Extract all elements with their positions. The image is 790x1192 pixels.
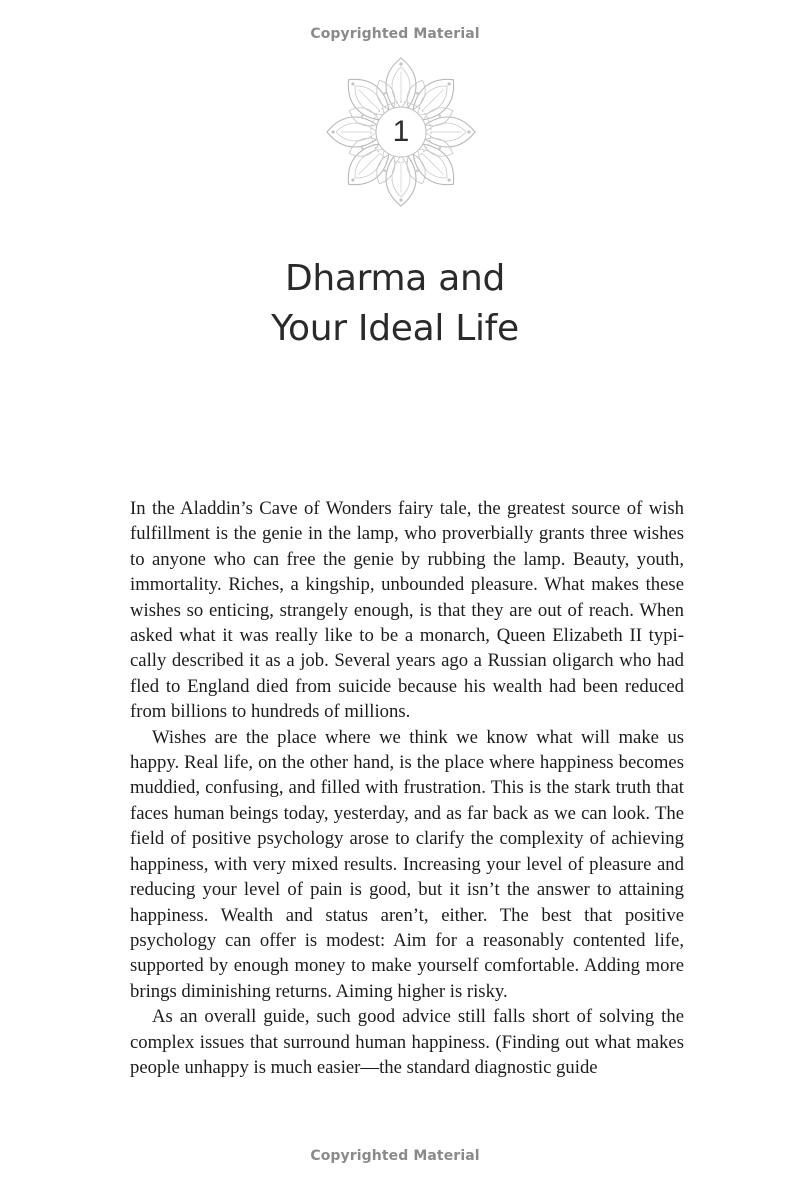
- chapter-number: 1: [392, 115, 410, 148]
- copyright-watermark-top: Copyrighted Material: [310, 26, 480, 42]
- paragraph: In the Aladdin’s Cave of Wonders fairy tale, the greatest source of wish fulfillment is the genie in the lamp, who proverbially grants three wishes to anyone who can free the genie by rubbing the lamp. Beauty, youth, immortality. Riches, a kingship, unbounded pleasure. What makes these wishes so enticing, strangely enough, is that they are out of reach. When asked what it was really like to be a monarch, Queen Elizabeth II typically described it as a job. Several years ago a Russian oligarch who had fled to England died from suicide because his wealth had been reduced from billions to hundreds of millions.: [130, 498, 684, 723]
- paragraph: As an overall guide, such good advice still falls short of solving the complex issues that surround human happiness. (Finding out what makes people unhappy is much easier—the standard diagnostic guide: [130, 1006, 684, 1078]
- paragraph: Wishes are the place where we think we know what will make us happy. Real life, on the other hand, is the place where happiness becomes muddied, confusing, and filled with frustration. This is the stark truth that faces human beings today, yesterday, and as far back as we can look. The field of positive psychology arose to clarify the complexity of achieving happiness, with very mixed results. Increasing your level of pleasure and reducing your level of pain is good, but it isn’t the answer to attaining happiness. Wealth and status aren’t, either. The best that positive psychology can offer is modest: Aim for a reasonably contented life, supported by enough money to make yourself comfortable. Adding more brings diminishing returns. Aiming higher is risky.: [130, 726, 684, 1002]
- chapter-title-line-1: Dharma and: [284, 258, 506, 299]
- chapter-body: [130, 496, 684, 1080]
- chapter-title-line-2: Your Ideal Life: [271, 308, 519, 349]
- copyright-watermark-bottom: Copyrighted Material: [310, 1148, 480, 1164]
